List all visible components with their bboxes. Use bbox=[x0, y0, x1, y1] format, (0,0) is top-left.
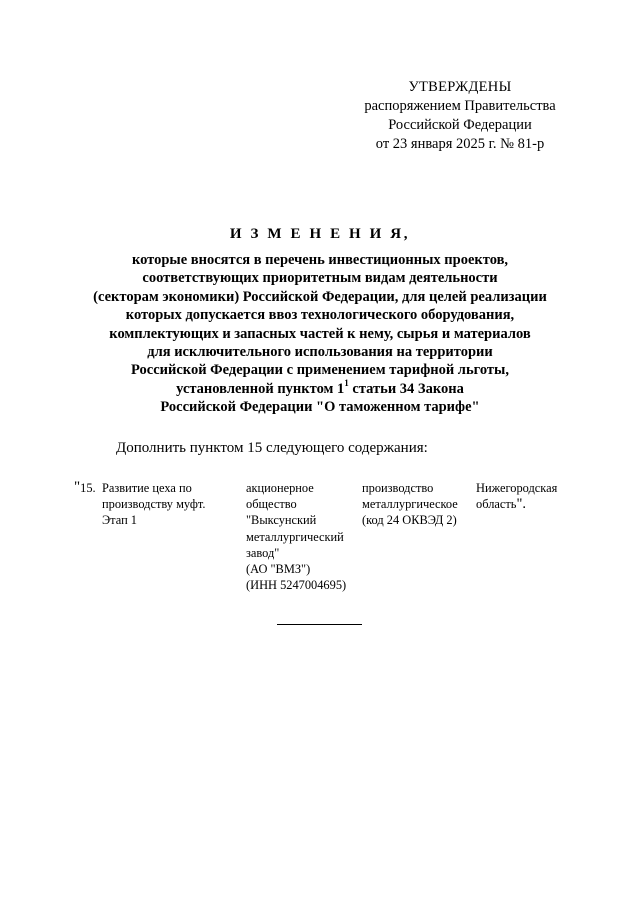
region-line: Нижегородская bbox=[476, 481, 558, 495]
project-line: производству муфт. bbox=[102, 497, 206, 512]
subtitle-line: Российской Федерации с применением тарифной льготы, bbox=[131, 362, 509, 379]
entry-number bbox=[74, 480, 96, 496]
subtitle-line: которых допускается ввоз технологического оборудования, bbox=[125, 307, 515, 324]
point-superscript: 1 bbox=[344, 378, 349, 389]
organization-line: металлургический bbox=[246, 529, 344, 544]
approval-line: Российской Федерации bbox=[388, 117, 532, 133]
open-quote: " bbox=[74, 479, 81, 495]
activity-code-line: (код 24 ОКВЭД 2) bbox=[362, 513, 457, 528]
region-text: область bbox=[476, 497, 517, 512]
closing-divider bbox=[277, 624, 362, 625]
activity-line: производство bbox=[362, 481, 434, 495]
subtitle-point-line bbox=[40, 380, 600, 398]
subtitle-line: (секторам экономики) Российской Федерации, для целей реализации bbox=[93, 288, 547, 305]
approval-line: распоряжением Правительства bbox=[364, 98, 556, 114]
approval-block bbox=[345, 78, 575, 154]
organization-line: общество bbox=[246, 497, 297, 512]
entry-number-value: 15. bbox=[80, 481, 96, 495]
organization-line: (АО "ВМЗ") bbox=[246, 562, 311, 577]
intro-paragraph: Дополнить пунктом 15 следующего содержания: bbox=[116, 440, 428, 456]
subtitle-line: соответствующих приоритетным видам деятельности bbox=[142, 270, 498, 287]
entry-activity bbox=[362, 480, 458, 529]
approval-date-line: от 23 января 2025 г. № 81-р bbox=[375, 136, 545, 152]
subtitle-line: комплектующих и запасных частей к нему, сырья и материалов bbox=[109, 325, 531, 342]
document-subtitle bbox=[40, 251, 600, 417]
organization-line: завод" bbox=[246, 545, 280, 560]
activity-line: металлургическое bbox=[362, 497, 458, 512]
close-quote: ". bbox=[516, 496, 526, 513]
region-line-final bbox=[476, 496, 557, 512]
approval-heading: УТВЕРЖДЕНЫ bbox=[408, 79, 512, 95]
organization-inn-line: (ИНН 5247004695) bbox=[246, 578, 347, 593]
subtitle-line: Российской Федерации "О таможенном тарифе" bbox=[160, 399, 480, 416]
project-line: Этап 1 bbox=[102, 513, 138, 528]
entry-region bbox=[476, 480, 557, 512]
project-line: Развитие цеха по bbox=[102, 481, 192, 495]
subtitle-line: которые вносятся в перечень инвестиционных проектов, bbox=[131, 252, 509, 268]
subtitle-point-text: установленной пунктом 1 bbox=[176, 380, 345, 397]
entry-project-name bbox=[102, 480, 205, 529]
organization-line: акционерное bbox=[246, 481, 314, 495]
entry-organization bbox=[246, 480, 346, 593]
organization-line: "Выксунский bbox=[246, 513, 317, 528]
subtitle-line: для исключительного использования на территории bbox=[147, 344, 493, 361]
subtitle-point-text-after: статьи 34 Закона bbox=[348, 380, 464, 397]
document-title: И З М Е Н Е Н И Я, bbox=[229, 226, 411, 242]
